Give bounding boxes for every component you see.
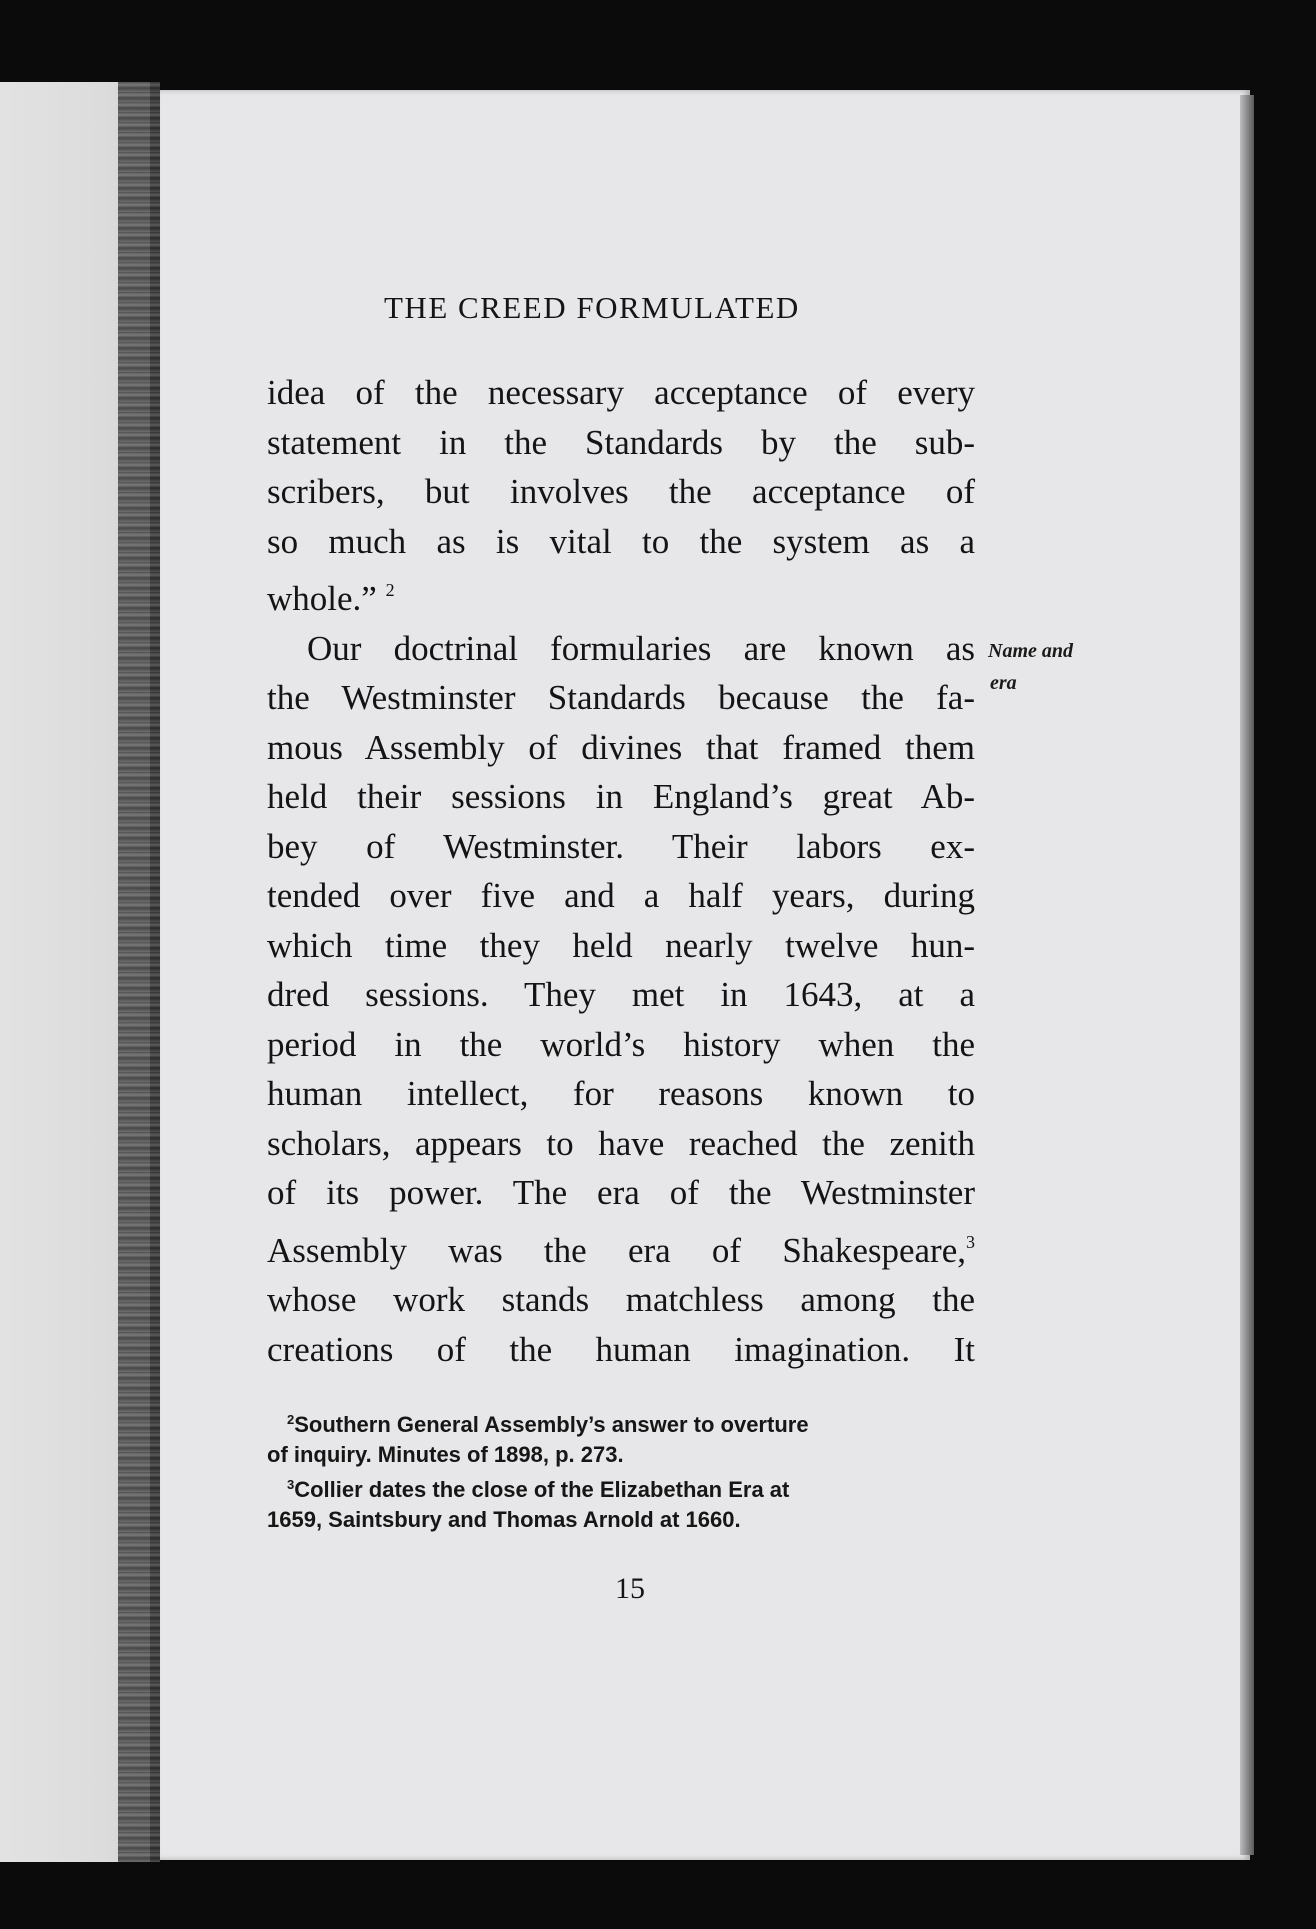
book-gutter (118, 82, 160, 1862)
body-line: tended over five and a half years, during (267, 876, 975, 915)
body-line: which time they held nearly twelve hun- (267, 925, 975, 965)
body-line: idea of the necessary acceptance of every (267, 373, 975, 412)
body-line: statement in the Standards by the sub- (267, 422, 975, 462)
footnote-text: Collier dates the close of the Elizabethan Era at (294, 1477, 790, 1502)
body-line: whole.” (267, 579, 377, 618)
margin-note-line: Name and (988, 640, 1073, 662)
footnote-3 (267, 1470, 975, 1505)
body-line: human intellect, for reasons known to (267, 1074, 975, 1113)
margin-note (988, 635, 1118, 699)
body-line-with-ref (267, 1218, 975, 1276)
body-line: dred sessions. They met in 1643, at a (267, 975, 975, 1014)
footnote-2 (267, 1405, 975, 1440)
footnote-marker: 2 (287, 1412, 295, 1427)
page-number: 15 (615, 1572, 645, 1605)
footnote-text: Southern General Assembly’s answer to overture (294, 1412, 809, 1437)
body-line: bey of Westminster. Their labors ex- (267, 826, 975, 866)
body-line: held their sessions in England’s great Ab- (267, 777, 975, 816)
page-edge-shadow (1240, 95, 1254, 1855)
footnote-ref: 3 (966, 1231, 975, 1252)
running-head: THE CREED FORMULATED (384, 290, 800, 325)
footnote-ref: 2 (385, 580, 395, 600)
body-line: Our doctrinal formularies are known as (307, 628, 975, 668)
body-line: scribers, but involves the acceptance of (267, 472, 975, 511)
body-line: the Westminster Standards because the fa- (267, 678, 975, 717)
footnote-text: of inquiry. Minutes of 1898, p. 273. (267, 1442, 624, 1467)
body-line: creations of the human imagination. It (267, 1329, 975, 1369)
body-line: period in the world’s history when the (267, 1024, 975, 1064)
body-line-end (267, 566, 975, 624)
body-line: whose work stands matchless among the (267, 1280, 975, 1319)
body-line: mous Assembly of divines that framed them (267, 727, 975, 767)
margin-note-line: era (990, 672, 1017, 694)
body-line: of its power. The era of the Westminster (267, 1173, 975, 1212)
footnote-text: 1659, Saintsbury and Thomas Arnold at 1660. (267, 1507, 741, 1532)
footnotes (267, 1405, 975, 1535)
body-line: Assembly was the era of Shakespeare, (267, 1230, 966, 1270)
body-text (267, 368, 975, 1374)
body-line: scholars, appears to have reached the zenith (267, 1123, 975, 1163)
body-line: so much as is vital to the system as a (267, 521, 975, 561)
footnote-marker: 3 (287, 1477, 295, 1492)
